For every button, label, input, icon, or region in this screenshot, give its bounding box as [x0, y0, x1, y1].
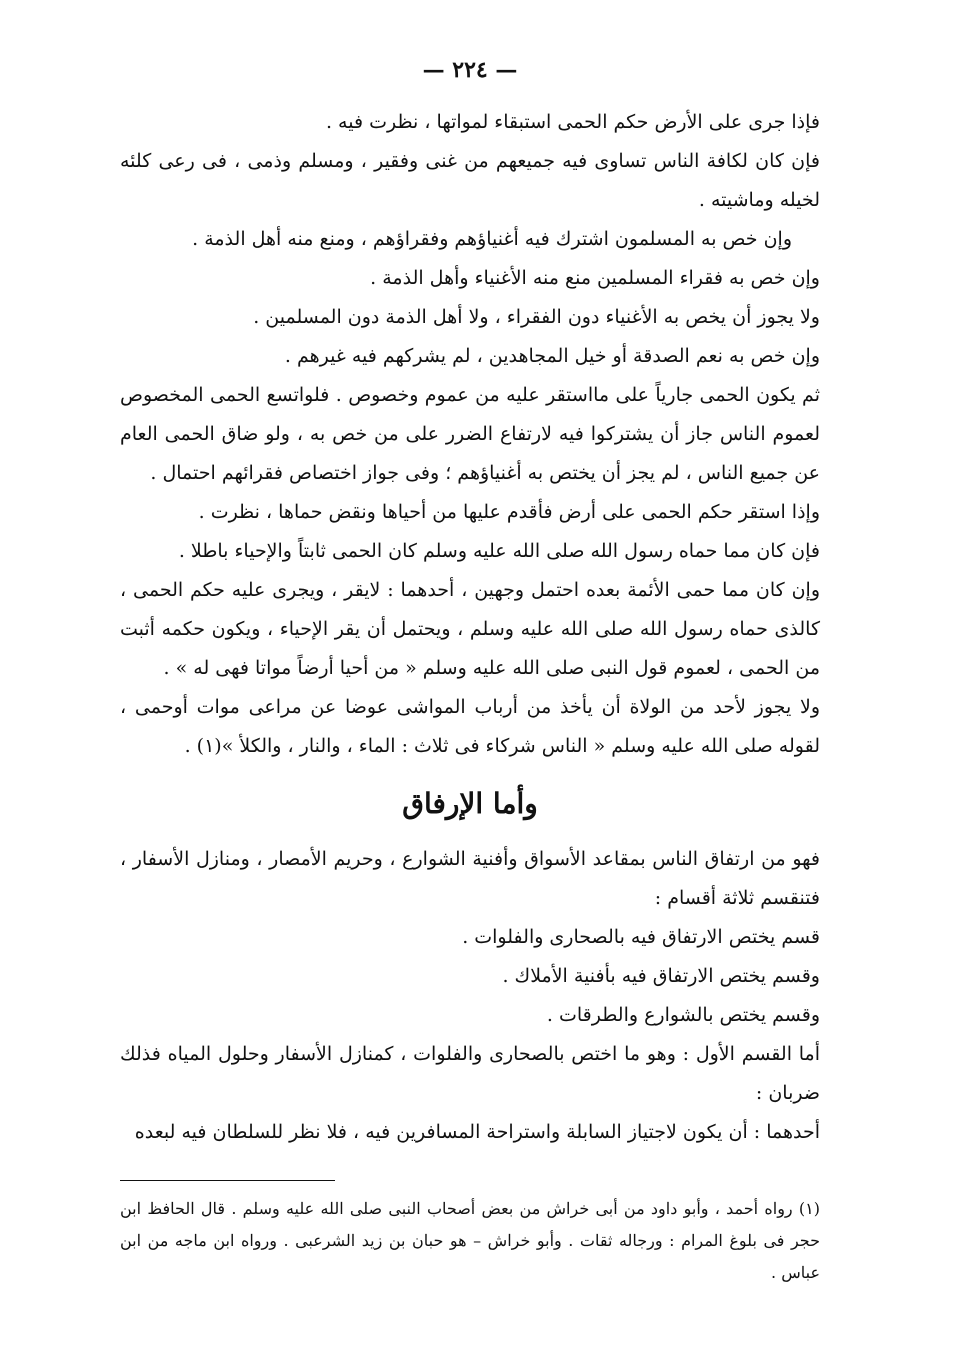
paragraph-6: ثم يكون الحمى جارياً على مااستقر عليه من عموم وخصوص . فلواتسع الحمى المخصوص لعموم الناس جاز أن يشتركوا فيه لارتفاع الضرر على من خص به ، ولو ضاق الحمى العام عن جميع الناس ، لم يجز أن يختص به أغنياؤهم ؛ وفى جواز اختصاص فقرائهم احتمال . [120, 384, 820, 484]
paragraph-1: فإن كان لكافة الناس تساوى فيه جميعهم من غنى وفقير ، ومسلم وذمى ، فى رعى كلئه لخيله وماشيته . [120, 150, 820, 211]
paragraph-7: وإذا استقر حكم الحمى على أرض فأقدم عليها من أحياها ونقض حماها ، نظرت . [198, 501, 820, 523]
paragraph-8: فإن كان مما حماه رسول الله صلى الله عليه وسلم كان الحمى ثابتاً والإحياء باطلا . [178, 540, 820, 562]
paragraph-b2: وقسم يختص الارتفاق فيه بأفنية الأملاك . [502, 965, 820, 987]
paragraph-10: ولا يجوز لأحد من الولاة أن يأخذ من أرباب المواشى عوضا عن مراعى موات أوحمى ، لقوله صلى الله عليه وسلم « الناس شركاء فى ثلاث : الماء ، والنار ، والكلأ »(١) . [120, 696, 820, 757]
paragraph-3: وإن خص به فقراء المسلمين منع منه الأغنياء وأهل الذمة . [370, 267, 820, 289]
paragraph-5: وإن خص به نعم الصدقة أو خيل المجاهدين ، لم يشركهم فيه غيرهم . [284, 345, 820, 367]
paragraph-4: ولا يجوز أن يخص به الأغنياء دون الفقراء ، ولا أهل الذمة دون المسلمين . [253, 306, 820, 328]
body-text-top [120, 103, 820, 766]
paragraph-9: وإن كان مما حمى الأئمة بعده احتمل وجهين ، أحدهما : لايقر ، ويجرى عليه حكم الحمى ، كالذى حماه رسول الله صلى الله عليه وسلم ، ويحتمل أن يقر الإحياء ، ويكون حكمه أثبت من الحمى ، لعموم قول النبى صلى الله عليه وسلم « من أحيا أرضاً مواتا فهى له » . [120, 579, 820, 679]
page-number: — ٢٢٤ — [422, 57, 518, 83]
paragraph-b4: أما القسم الأول : وهو ما اختص بالصحارى والفلوات ، كمنازل الأسفار وحلول المياه فذلك ضربان : [120, 1043, 820, 1104]
paragraph-b1: قسم يختص الارتفاق فيه بالصحارى والفلوات . [462, 926, 820, 948]
paragraph-2: وإن خص به المسلمون اشترك فيه أغنياؤهم وفقراؤهم ، ومنع منه أهل الذمة . [192, 228, 792, 250]
paragraph-b0: فهو من ارتفاق الناس بمقاعد الأسواق وأفنية الشوارع ، وحريم الأمصار ، ومنازل الأسفار ، فتنقسم ثلاثة أقسام : [120, 848, 820, 909]
section-heading: وأما الإرفاق [402, 787, 538, 820]
body-text-bottom [120, 840, 820, 1152]
document-page [120, 55, 820, 1289]
paragraph-b3: وقسم يختص بالشوارع والطرقات . [546, 1004, 820, 1026]
footnote: (١) رواه أحمد ، وأبو داود من أبى خراش من بعض أصحاب النبى صلى الله عليه وسلم . قال الحافظ ابن حجر فى بلوغ المرام : ورجاله ثقات . وأبو خراش – هو حبان بن زيد الشرعبى . ورواه ابن ماجه من ابن عباس . [120, 1199, 820, 1282]
paragraph-b5: أحدهما : أن يكون لاجتياز السابلة واستراحة المسافرين فيه ، فلا نظر للسلطان فيه لبعده [134, 1121, 820, 1143]
paragraph-0: فإذا جرى على الأرض حكم الحمى استبقاء لمواتها ، نظرت فيه . [325, 111, 820, 133]
footnote-divider [120, 1180, 335, 1181]
